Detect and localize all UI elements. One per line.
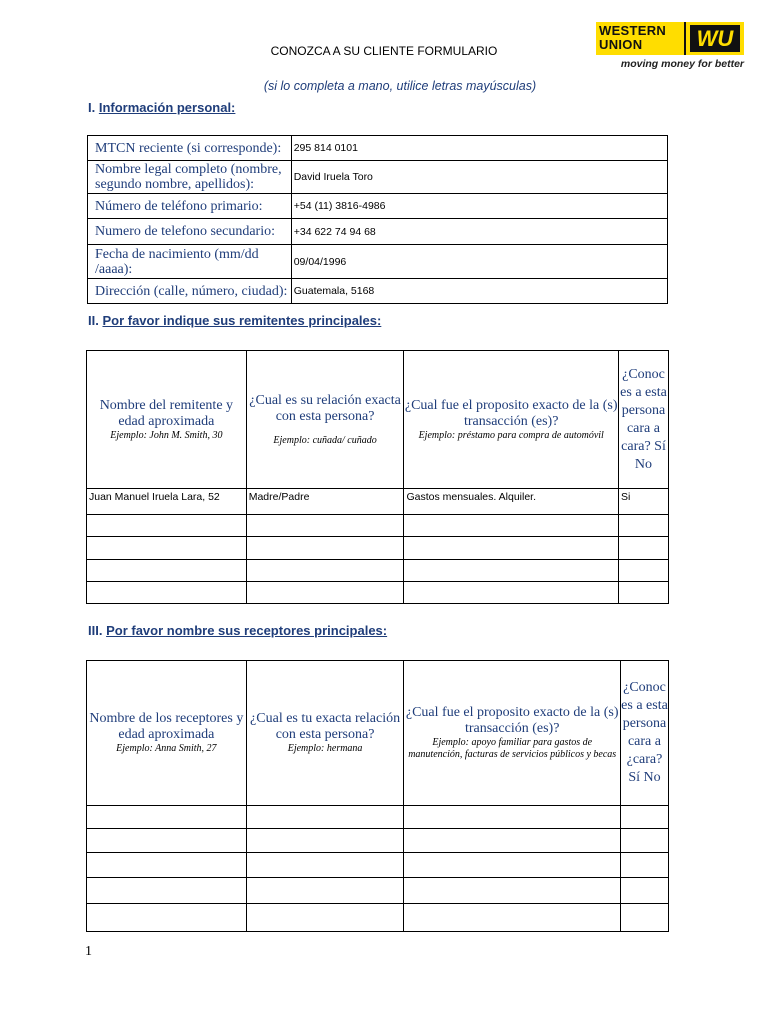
column-header bbox=[404, 351, 619, 489]
receiver-purpose-field[interactable] bbox=[404, 853, 621, 878]
senders-table bbox=[86, 350, 669, 604]
receiver-name-field[interactable] bbox=[87, 806, 247, 829]
section-1-title: Información personal: bbox=[98, 100, 236, 115]
column-title: Nombre del remitente y edad aproximada bbox=[99, 397, 234, 429]
section-3-heading bbox=[88, 623, 387, 638]
sender-purpose-field[interactable]: Gastos mensuales. Alquiler. bbox=[404, 489, 619, 515]
info-value-field[interactable]: +54 (11) 3816-4986 bbox=[291, 194, 667, 219]
section-1-number: I. bbox=[88, 100, 96, 115]
column-example: Ejemplo: apoyo familiar para gastos de manutención, facturas de servicios públicos y becas bbox=[408, 737, 617, 760]
info-value-field[interactable]: David Iruela Toro bbox=[291, 161, 667, 194]
sender-met-field[interactable] bbox=[618, 560, 668, 582]
table-row bbox=[87, 489, 669, 515]
column-title: ¿Cual fue el proposito exacto de la (s) transacción (es)? bbox=[404, 397, 618, 429]
table-row bbox=[87, 806, 669, 829]
sender-relation-field[interactable] bbox=[246, 537, 404, 560]
sender-name-field[interactable]: Juan Manuel Iruela Lara, 52 bbox=[87, 489, 247, 515]
table-row bbox=[88, 161, 668, 194]
table-row bbox=[88, 194, 668, 219]
logo-wordmark bbox=[596, 22, 684, 55]
logo-mark-text: WU bbox=[690, 25, 740, 52]
table-row bbox=[88, 279, 668, 304]
info-label: Nombre legal completo (nombre, segundo nombre, apellidos): bbox=[88, 161, 292, 194]
form-subtitle: (si lo completa a mano, utilice letras mayúsculas) bbox=[263, 79, 537, 93]
logo-line-2: UNION bbox=[599, 37, 643, 52]
receiver-met-field[interactable] bbox=[620, 829, 668, 853]
table-row bbox=[87, 582, 669, 604]
info-label: MTCN reciente (si corresponde): bbox=[88, 136, 292, 161]
form-title: CONOZCA A SU CLIENTE FORMULARIO bbox=[270, 44, 498, 58]
sender-name-field[interactable] bbox=[87, 560, 247, 582]
sender-relation-field[interactable] bbox=[246, 515, 404, 537]
column-header bbox=[618, 351, 668, 489]
sender-name-field[interactable] bbox=[87, 515, 247, 537]
section-2-heading bbox=[88, 313, 381, 328]
table-row bbox=[88, 245, 668, 279]
receiver-name-field[interactable] bbox=[87, 904, 247, 932]
column-title: ¿Conoc es a esta persona cara a cara? Sí No bbox=[620, 366, 667, 472]
table-row bbox=[87, 515, 669, 537]
sender-purpose-field[interactable] bbox=[404, 515, 619, 537]
info-label: Fecha de nacimiento (mm/dd /aaaa): bbox=[88, 245, 292, 279]
info-value-field[interactable]: Guatemala, 5168 bbox=[291, 279, 667, 304]
sender-relation-field[interactable] bbox=[246, 582, 404, 604]
section-3-number: III. bbox=[88, 623, 103, 638]
column-header bbox=[404, 661, 621, 806]
section-2-title: Por favor indique sus remitentes principales: bbox=[102, 313, 382, 328]
table-header-row bbox=[87, 661, 669, 806]
column-title: ¿Cual es su relación exacta con esta persona? bbox=[249, 392, 401, 424]
table-row bbox=[87, 829, 669, 853]
receiver-relation-field[interactable] bbox=[246, 904, 404, 932]
sender-purpose-field[interactable] bbox=[404, 582, 619, 604]
sender-name-field[interactable] bbox=[87, 582, 247, 604]
receiver-relation-field[interactable] bbox=[246, 878, 404, 904]
sender-relation-field[interactable] bbox=[246, 560, 404, 582]
info-label: Dirección (calle, número, ciudad): bbox=[88, 279, 292, 304]
column-header bbox=[87, 661, 247, 806]
table-row bbox=[87, 560, 669, 582]
column-header bbox=[246, 351, 404, 489]
column-header bbox=[87, 351, 247, 489]
table-row bbox=[87, 904, 669, 932]
column-title: ¿Cual es tu exacta relación con esta persona? bbox=[250, 711, 401, 742]
receiver-met-field[interactable] bbox=[620, 878, 668, 904]
column-example: Ejemplo: Anna Smith, 27 bbox=[116, 743, 217, 754]
table-row bbox=[88, 219, 668, 245]
western-union-logo bbox=[596, 22, 744, 70]
info-value-field[interactable]: 09/04/1996 bbox=[291, 245, 667, 279]
column-header bbox=[246, 661, 404, 806]
column-example: Ejemplo: John M. Smith, 30 bbox=[110, 429, 223, 441]
receiver-relation-field[interactable] bbox=[246, 806, 404, 829]
receiver-purpose-field[interactable] bbox=[404, 829, 621, 853]
sender-name-field[interactable] bbox=[87, 537, 247, 560]
sender-met-field[interactable] bbox=[618, 515, 668, 537]
receiver-met-field[interactable] bbox=[620, 853, 668, 878]
logo-tagline: moving money for better bbox=[620, 58, 744, 70]
table-row bbox=[87, 853, 669, 878]
column-title: ¿Cual fue el proposito exacto de la (s) transacción (es)? bbox=[405, 705, 619, 736]
column-title: Nombre de los receptores y edad aproximada bbox=[89, 711, 244, 742]
receiver-name-field[interactable] bbox=[87, 829, 247, 853]
receiver-name-field[interactable] bbox=[87, 853, 247, 878]
table-header-row bbox=[87, 351, 669, 489]
column-header bbox=[620, 661, 668, 806]
info-label: Número de teléfono primario: bbox=[88, 194, 292, 219]
personal-info-table bbox=[87, 135, 668, 304]
page-number: 1 bbox=[85, 944, 92, 959]
section-1-heading bbox=[88, 100, 235, 115]
receiver-purpose-field[interactable] bbox=[404, 806, 621, 829]
receiver-purpose-field[interactable] bbox=[404, 878, 621, 904]
receivers-table bbox=[86, 660, 669, 932]
receiver-purpose-field[interactable] bbox=[404, 904, 621, 932]
receiver-name-field[interactable] bbox=[87, 878, 247, 904]
column-example: Ejemplo: hermana bbox=[287, 743, 363, 754]
sender-met-field[interactable]: Si bbox=[618, 489, 668, 515]
table-row bbox=[87, 878, 669, 904]
receiver-relation-field[interactable] bbox=[246, 853, 404, 878]
column-example: Ejemplo: cuñada/ cuñado bbox=[273, 434, 377, 446]
table-row bbox=[88, 136, 668, 161]
sender-purpose-field[interactable] bbox=[404, 537, 619, 560]
logo-mark bbox=[684, 22, 744, 55]
sender-relation-field[interactable]: Madre/Padre bbox=[246, 489, 404, 515]
sender-met-field[interactable] bbox=[618, 537, 668, 560]
receiver-met-field[interactable] bbox=[620, 806, 668, 829]
column-title: ¿Conoc es a esta persona cara a ¿cara? Sí No bbox=[621, 680, 668, 785]
info-value-field[interactable]: +34 622 74 94 68 bbox=[291, 219, 667, 245]
table-row bbox=[87, 537, 669, 560]
logo-box bbox=[596, 22, 744, 55]
info-label: Numero de telefono secundario: bbox=[88, 219, 292, 245]
column-example: Ejemplo: préstamo para compra de automóvil bbox=[418, 429, 604, 441]
sender-met-field[interactable] bbox=[618, 582, 668, 604]
logo-line-1: WESTERN bbox=[599, 23, 667, 38]
info-value-field[interactable]: 295 814 0101 bbox=[291, 136, 667, 161]
receiver-relation-field[interactable] bbox=[246, 829, 404, 853]
sender-purpose-field[interactable] bbox=[404, 560, 619, 582]
section-3-title: Por favor nombre sus receptores principales: bbox=[106, 623, 388, 638]
section-2-number: II. bbox=[88, 313, 99, 328]
receiver-met-field[interactable] bbox=[620, 904, 668, 932]
